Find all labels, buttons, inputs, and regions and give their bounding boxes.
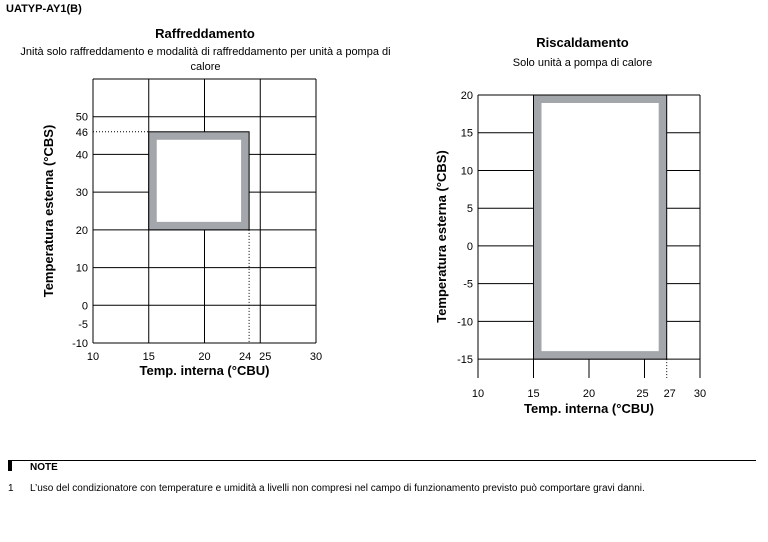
cooling-chart-subtitle: Jnità solo raffreddamento e modalità di raffreddamento per unità a pompa di calore xyxy=(20,46,391,73)
model-id: UATYP-AY1(B) xyxy=(6,3,82,15)
heating-x-tick-label: 25 xyxy=(636,388,649,400)
note-heading: NOTE xyxy=(30,462,58,473)
heating-operating-range-inner xyxy=(542,103,659,351)
heating-y-tick-label: 5 xyxy=(466,203,473,216)
cooling-y-tick-label: 20 xyxy=(75,224,88,237)
heating-chart-title: Riscaldamento xyxy=(536,35,629,50)
cooling-y-tick-label: -5 xyxy=(78,319,88,332)
heating-y-tick-label: 15 xyxy=(460,127,473,140)
heating-y-tick-label: -5 xyxy=(463,278,473,291)
cooling-x-tick-label: 10 xyxy=(86,351,100,363)
note-divider xyxy=(8,460,756,461)
cooling-x-axis-label: Temp. interna (°CBU) xyxy=(139,363,270,378)
cooling-y-tick-label: 0 xyxy=(81,300,88,313)
heating-y-tick-label: -15 xyxy=(457,354,473,367)
heating-x-tick-label: 30 xyxy=(693,388,707,400)
cooling-y-axis-label: Temperatura esterna (°CBS) xyxy=(41,124,56,298)
cooling-y-tick-label: 40 xyxy=(75,149,88,162)
cooling-chart-title: Raffreddamento xyxy=(155,26,255,41)
heating-y-tick-label: 10 xyxy=(460,165,473,178)
cooling-x-tick-label: 30 xyxy=(309,351,323,363)
cooling-y-tick-label: 50 xyxy=(75,111,88,124)
note-marker xyxy=(8,461,12,471)
heating-y-axis-label: Temperatura esterna (°CBS) xyxy=(434,150,449,323)
cooling-y-tick-label: -10 xyxy=(72,338,88,350)
cooling-y-tick-label: 10 xyxy=(75,262,88,275)
cooling-x-tick-label: 24 xyxy=(238,351,252,363)
heating-y-tick-label: -10 xyxy=(457,316,473,329)
cooling-y-tick-label: 30 xyxy=(75,187,88,200)
note-item-text: L’uso del condizionatore con temperature e umidità a livelli non compresi nel campo di funzionamento previsto può comportare gravi danni. xyxy=(30,483,645,494)
heating-x-tick-label: 27 xyxy=(663,388,676,400)
heating-x-tick-label: 15 xyxy=(527,388,540,400)
heating-chart-subtitle: Solo unità a pompa di calore xyxy=(512,57,653,69)
cooling-x-tick-label: 20 xyxy=(198,351,211,363)
cooling-x-tick-label: 15 xyxy=(142,351,155,363)
heating-x-axis-label: Temp. interna (°CBU) xyxy=(524,401,654,416)
heating-y-tick-label: 0 xyxy=(466,240,473,253)
note-item-number: 1 xyxy=(8,483,14,494)
cooling-y-tick-label: 46 xyxy=(75,126,88,139)
heating-y-tick-label: 20 xyxy=(460,90,473,102)
heating-x-tick-label: 20 xyxy=(582,388,596,400)
cooling-x-tick-label: 25 xyxy=(259,351,272,363)
heating-x-tick-label: 10 xyxy=(471,388,485,400)
